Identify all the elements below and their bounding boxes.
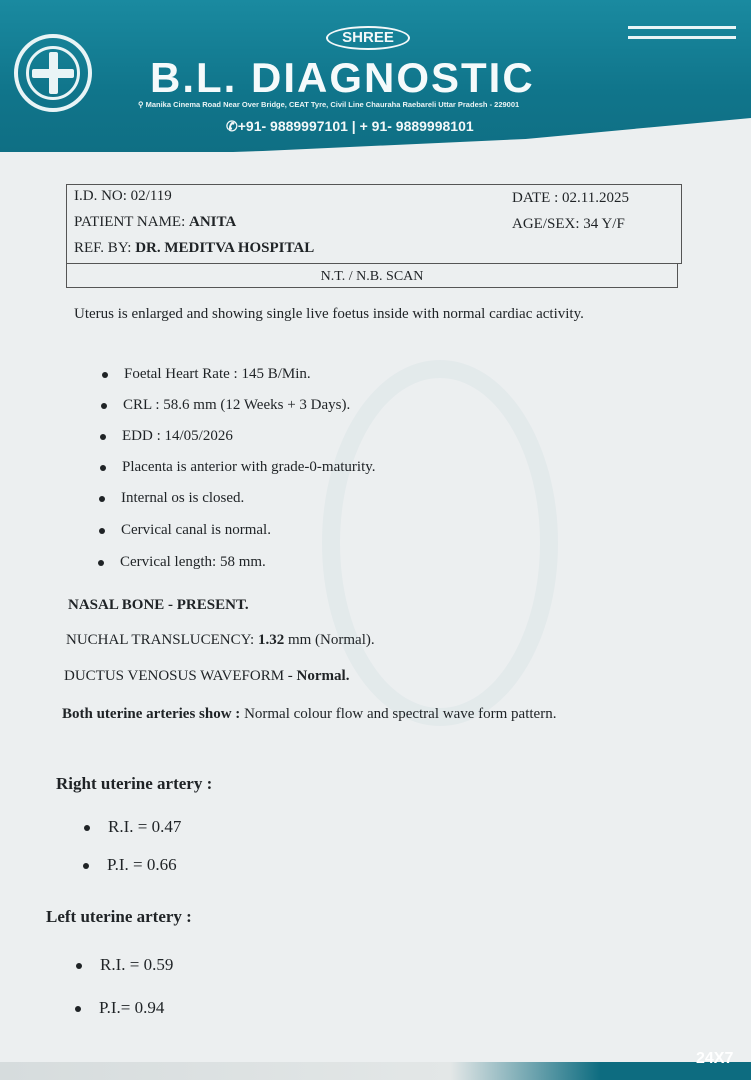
footer-stripe	[0, 1062, 751, 1080]
address-text: Manika Cinema Road Near Over Bridge, CEAT Tyre, Civil Line Chauraha Raebareli Uttar Pradesh - 229001	[145, 100, 520, 109]
bullet-icon	[101, 403, 107, 409]
uterine-text: Normal colour flow and spectral wave form pattern.	[244, 706, 557, 722]
watermark-logo	[322, 360, 558, 726]
patient-name-label: PATIENT NAME:	[74, 214, 186, 230]
logo-cross-horizontal	[32, 69, 74, 78]
finding-text: Cervical canal is normal.	[121, 522, 271, 538]
brand-title: B.L. DIAGNOSTIC	[150, 54, 535, 101]
nuchal-label: NUCHAL TRANSLUCENCY:	[66, 632, 255, 648]
bullet-icon	[99, 528, 105, 534]
ductus-venosus	[64, 668, 349, 685]
bullet-icon	[99, 496, 105, 502]
uterine-label: Both uterine arteries show :	[62, 706, 241, 722]
finding-item	[121, 522, 271, 539]
finding-text: Cervical length: 58 mm.	[120, 554, 266, 570]
header-line	[628, 36, 736, 39]
nasal-bone: NASAL BONE - PRESENT.	[68, 597, 249, 613]
ductus-value: Normal.	[296, 668, 350, 684]
finding-text: EDD : 14/05/2026	[122, 428, 233, 444]
header-decorative-lines	[628, 26, 736, 46]
phone-text: +91- 9889997101 | + 91- 9889998101	[237, 118, 474, 134]
finding-item	[121, 490, 244, 507]
phone-line	[226, 118, 474, 135]
patient-name-value: ANITA	[189, 214, 237, 230]
finding-text: Placenta is anterior with grade-0-maturity.	[122, 459, 376, 475]
finding-item	[122, 428, 233, 445]
bullet-icon	[102, 372, 108, 378]
left-ri-text: R.I. = 0.59	[100, 955, 174, 974]
right-artery-pi	[107, 855, 177, 875]
right-pi-text: P.I. = 0.66	[107, 855, 177, 874]
age-sex	[512, 216, 625, 233]
referred-by-label: REF. BY:	[74, 240, 132, 256]
nuchal-value: 1.32	[257, 632, 285, 648]
uterine-arteries-para	[62, 700, 662, 728]
header-line	[628, 26, 736, 29]
left-pi-text: P.I.= 0.94	[99, 998, 165, 1017]
finding-item	[123, 397, 350, 414]
intro-text: Uterus is enlarged and showing single live foetus inside with normal cardiac activity.	[74, 306, 584, 322]
shree-badge: SHREE	[326, 26, 410, 50]
age-sex-value: 34 Y/F	[583, 216, 625, 232]
finding-item	[124, 366, 311, 383]
patient-id	[74, 188, 172, 205]
right-artery-ri	[108, 817, 181, 837]
left-artery-ri	[100, 955, 173, 975]
ductus-label: DUCTUS VENOSUS WAVEFORM -	[64, 668, 293, 684]
bullet-icon	[100, 465, 106, 471]
patient-id-value: 02/119	[130, 188, 172, 204]
referred-by-value: DR. MEDITVA HOSPITAL	[135, 240, 315, 256]
medical-cross-logo-icon	[14, 34, 92, 112]
patient-id-label: I.D. NO:	[74, 188, 127, 204]
finding-text: Foetal Heart Rate : 145 B/Min.	[124, 366, 311, 382]
right-ri-text: R.I. = 0.47	[108, 817, 182, 836]
nuchal-rest: mm (Normal).	[287, 632, 375, 648]
right-artery-title: Right uterine artery :	[56, 774, 213, 793]
report-date-label: DATE :	[512, 190, 559, 206]
bullet-icon	[75, 1006, 81, 1012]
scan-title: N.T. / N.B. SCAN	[66, 264, 678, 288]
referred-by	[74, 240, 314, 257]
location-pin-icon: ⚲	[138, 100, 146, 109]
age-sex-label: AGE/SEX:	[512, 216, 580, 232]
patient-name	[74, 214, 236, 231]
report-date-value: 02.11.2025	[562, 190, 629, 206]
finding-text: CRL : 58.6 mm (12 Weeks + 3 Days).	[123, 397, 351, 413]
bullet-icon	[84, 825, 90, 831]
footer-code: 24X7	[696, 1050, 734, 1067]
nuchal-translucency	[66, 632, 375, 649]
bullet-icon	[83, 863, 89, 869]
bullet-icon	[76, 963, 82, 969]
finding-item	[122, 459, 376, 476]
finding-text: Internal os is closed.	[121, 490, 245, 506]
left-artery-pi	[99, 998, 164, 1018]
bullet-icon	[100, 434, 106, 440]
report-date	[512, 190, 629, 207]
phone-icon: ✆	[226, 118, 238, 134]
finding-item	[120, 554, 266, 571]
left-artery-title: Left uterine artery :	[46, 907, 192, 926]
address-line	[138, 100, 519, 109]
bullet-icon	[98, 560, 104, 566]
